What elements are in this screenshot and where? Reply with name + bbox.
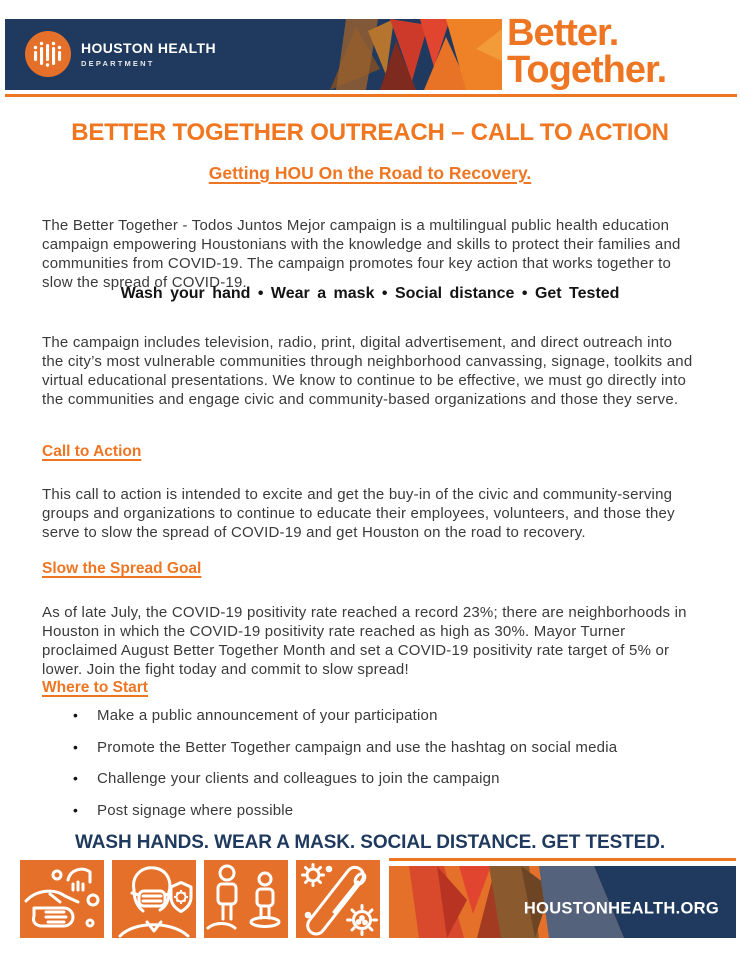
social-distance-icon — [204, 860, 288, 938]
list-item-text: Challenge your clients and colleagues to join the campaign — [97, 770, 500, 787]
bullet-dot: • — [73, 707, 79, 723]
footer-banner-art — [389, 866, 736, 938]
page-title: BETTER TOGETHER OUTREACH – CALL TO ACTION — [71, 119, 669, 146]
page-subtitle: Getting HOU On the Road to Recovery. — [208, 163, 532, 183]
list-item-text: Promote the Better Together campaign and use the hashtag on social media — [97, 738, 618, 756]
brand-line-2: Together. — [507, 49, 667, 91]
list-item-text: Make a public announcement of your participation — [97, 707, 438, 724]
wash-hands-icon — [20, 860, 104, 938]
footer-tagline: WASH HANDS. WEAR A MASK. SOCIAL DISTANCE. GET TESTED. — [74, 832, 666, 853]
get-tested-icon — [296, 860, 380, 938]
outreach-paragraph: The campaign includes television, radio, print, digital advertisement, and direct outreach into the city’s most vulnerable communities through neighborhood canvassing, signage, toolkits and virtual educational presentations. We know to continue to be effective, we must go directly into the communities and engage civic and community-based organizations and those they serve. — [42, 334, 693, 408]
houston-health-logo-icon — [25, 31, 71, 77]
org-name: HOUSTON HEALTH — [81, 40, 216, 56]
bullet-dot: • — [73, 738, 79, 755]
wear-mask-icon — [112, 860, 196, 938]
bullet-dot: • — [73, 770, 79, 786]
bullet-dot: • — [73, 801, 79, 818]
houston-health-logo — [25, 31, 216, 77]
call-to-action-paragraph: This call to action is intended to excite and get the buy-in of the civic and community-serving groups and organizations to continue to educate their employees, volunteers, and those they serve to slow the spread of COVID-19 and get Houston on the road to recovery. — [42, 486, 675, 541]
list-item — [42, 706, 692, 725]
slow-the-spread-paragraph: As of late July, the COVID-19 positivity rate reached a record 23%; there are neighborhoods in Houston in which the COVID-19 positivity rate reached as high as 30%. Mayor Turner proclaimed August Better Together Month and set a COVID-19 positivity rate target of 5% or lower. Join the fight today and commit to slow spread! — [42, 604, 687, 678]
list-item — [42, 769, 692, 788]
brand-line-1: Better. — [507, 12, 619, 54]
org-department: DEPARTMENT — [81, 59, 155, 68]
section-heading-slow-the-spread-goal: Slow the Spread Goal — [42, 560, 202, 577]
list-item-text: Post signage where possible — [97, 801, 294, 819]
header-geometric-pattern — [330, 19, 502, 90]
footer-banner — [389, 858, 736, 938]
header-band — [5, 19, 502, 90]
logo-text — [81, 40, 216, 68]
footer-icon-tiles — [20, 860, 380, 938]
where-to-start-list — [42, 706, 692, 832]
brand-wordmark — [507, 12, 667, 91]
footer-banner-rule — [389, 858, 736, 861]
section-heading-where-to-start: Where to Start — [42, 679, 148, 696]
list-item — [42, 801, 692, 820]
header-divider — [5, 94, 737, 97]
section-heading-call-to-action: Call to Action — [42, 443, 142, 460]
website-link[interactable]: HOUSTONHEALTH.ORG — [523, 899, 719, 918]
key-actions-line: Wash your hand • Wear a mask • Social distance • Get Tested — [120, 285, 620, 302]
list-item — [42, 738, 692, 757]
intro-paragraph: The Better Together - Todos Juntos Mejor campaign is a multilingual public health education campaign empowering Houstonians with the knowledge and skills to protect their families and communities from COVID-19. The campaign promotes four key action that works together to slow the spread of COVID-19. — [42, 217, 681, 291]
